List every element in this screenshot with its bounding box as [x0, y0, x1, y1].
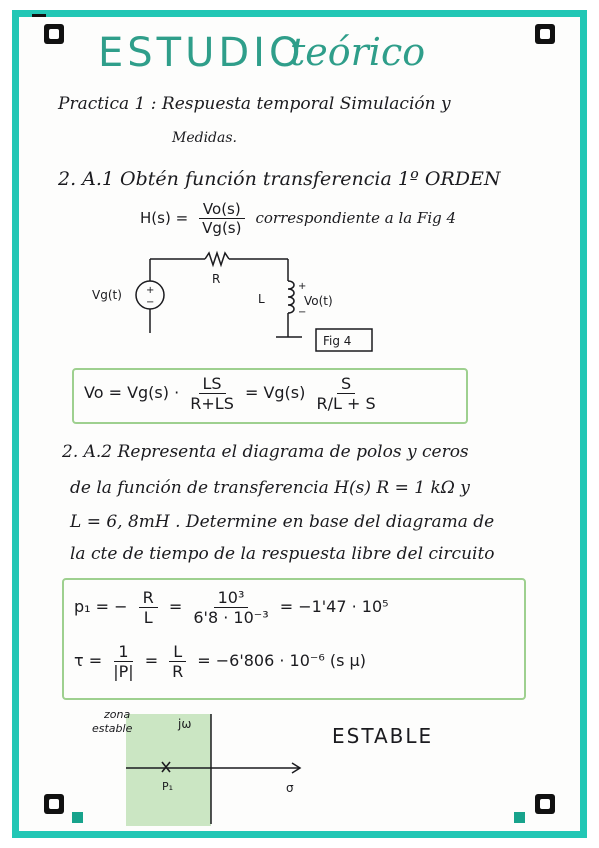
vo-fraction-2: [316, 374, 375, 413]
real-axis-label: σ: [286, 781, 294, 795]
h-numerator: Vo(s): [199, 200, 245, 219]
pole-fraction-values: [193, 588, 268, 627]
top-tick-mark: [32, 14, 46, 17]
title-script: teórico: [290, 30, 426, 74]
inductor-symbol: [288, 281, 294, 313]
h-tail: correspondiente a la Fig 4: [255, 209, 457, 227]
pole-fraction-rl: [139, 588, 158, 627]
scan-marker-bottom-right: [535, 794, 555, 814]
imag-axis-label: jω: [178, 717, 192, 731]
tau-f1-num: 1: [114, 642, 132, 662]
practice-line-1: Practica 1 : Respuesta temporal Simulación y: [58, 94, 451, 114]
scan-marker-bottom-left: [44, 794, 64, 814]
section-a1-heading: 2. A.1 Obtén función transferencia 1º ORDEN: [58, 168, 501, 190]
equation-vo: [84, 374, 382, 413]
tau-f2-den: R: [172, 662, 184, 681]
pole-label: P₁: [162, 780, 174, 793]
vo-f2-num: S: [337, 374, 355, 394]
section-a2-line-3: L = 6, 8mH . Determine en base del diagrama de: [70, 512, 495, 532]
vo-lhs: Vo = Vg(s) ·: [84, 383, 180, 402]
transfer-function-definition: [140, 200, 456, 237]
output-plus: +: [298, 281, 307, 292]
tau-fraction-1: [113, 642, 133, 681]
h-fraction: [199, 200, 245, 237]
inductor-label: L: [258, 292, 265, 306]
vo-f1-den: R+LS: [190, 394, 234, 413]
resistor-label: R: [212, 272, 221, 286]
resistor-symbol: [205, 253, 229, 265]
source-label: Vg(t): [92, 288, 122, 302]
pole-result: = −1'47 · 10⁵: [279, 597, 389, 616]
section-a2-line-1: 2. A.2 Representa el diagrama de polos y ceros: [62, 442, 469, 462]
tau-result: = −6'806 · 10⁻⁶ (s μ): [197, 651, 366, 670]
s-plane-plot: [86, 706, 316, 826]
pole-r: R: [139, 588, 158, 608]
source-plus: +: [146, 285, 155, 296]
fig-label: Fig 4: [323, 334, 352, 348]
pole-l: L: [143, 608, 153, 627]
h-lhs: H(s) =: [140, 209, 189, 227]
scan-marker-top-right: [535, 24, 555, 44]
pole-value-num: 10³: [214, 588, 249, 608]
section-a2-line-4: la cte de tiempo de la respuesta libre del circuito: [70, 544, 495, 564]
tau-eq: =: [144, 651, 159, 670]
vo-fraction-1: [190, 374, 234, 413]
vo-f1-num: LS: [199, 374, 226, 394]
stability-verdict: ESTABLE: [332, 724, 434, 748]
zone-label-line-1: zona: [104, 708, 131, 721]
teal-square-right: [514, 812, 525, 823]
pole-equation: [74, 588, 389, 627]
vo-mid: = Vg(s): [244, 383, 306, 402]
pole-value-den: 6'8 · 10⁻³: [193, 608, 269, 627]
practice-line-2: Medidas.: [172, 130, 238, 146]
output-minus: −: [298, 307, 307, 318]
vo-f2-den: R/L + S: [316, 394, 376, 413]
pole-lhs: p₁ = −: [74, 597, 128, 616]
tau-fraction-2: [169, 642, 186, 681]
tau-equation: [74, 642, 366, 681]
tau-f1-den: |P|: [113, 662, 134, 681]
circuit-diagram: [80, 245, 400, 360]
section-a2-line-2: de la función de transferencia H(s) R = 1 kΩ y: [70, 478, 470, 498]
title-main: ESTUDIO: [98, 30, 305, 76]
h-denominator: Vg(s): [202, 219, 242, 237]
tau-f2-num: L: [169, 642, 186, 662]
zone-label-line-2: estable: [92, 722, 133, 735]
teal-square-left: [72, 812, 83, 823]
output-label: Vo(t): [304, 294, 333, 308]
source-minus: −: [146, 297, 155, 308]
scan-marker-top-left: [44, 24, 64, 44]
pole-eq: =: [168, 597, 183, 616]
tau-lhs: τ =: [74, 651, 103, 670]
